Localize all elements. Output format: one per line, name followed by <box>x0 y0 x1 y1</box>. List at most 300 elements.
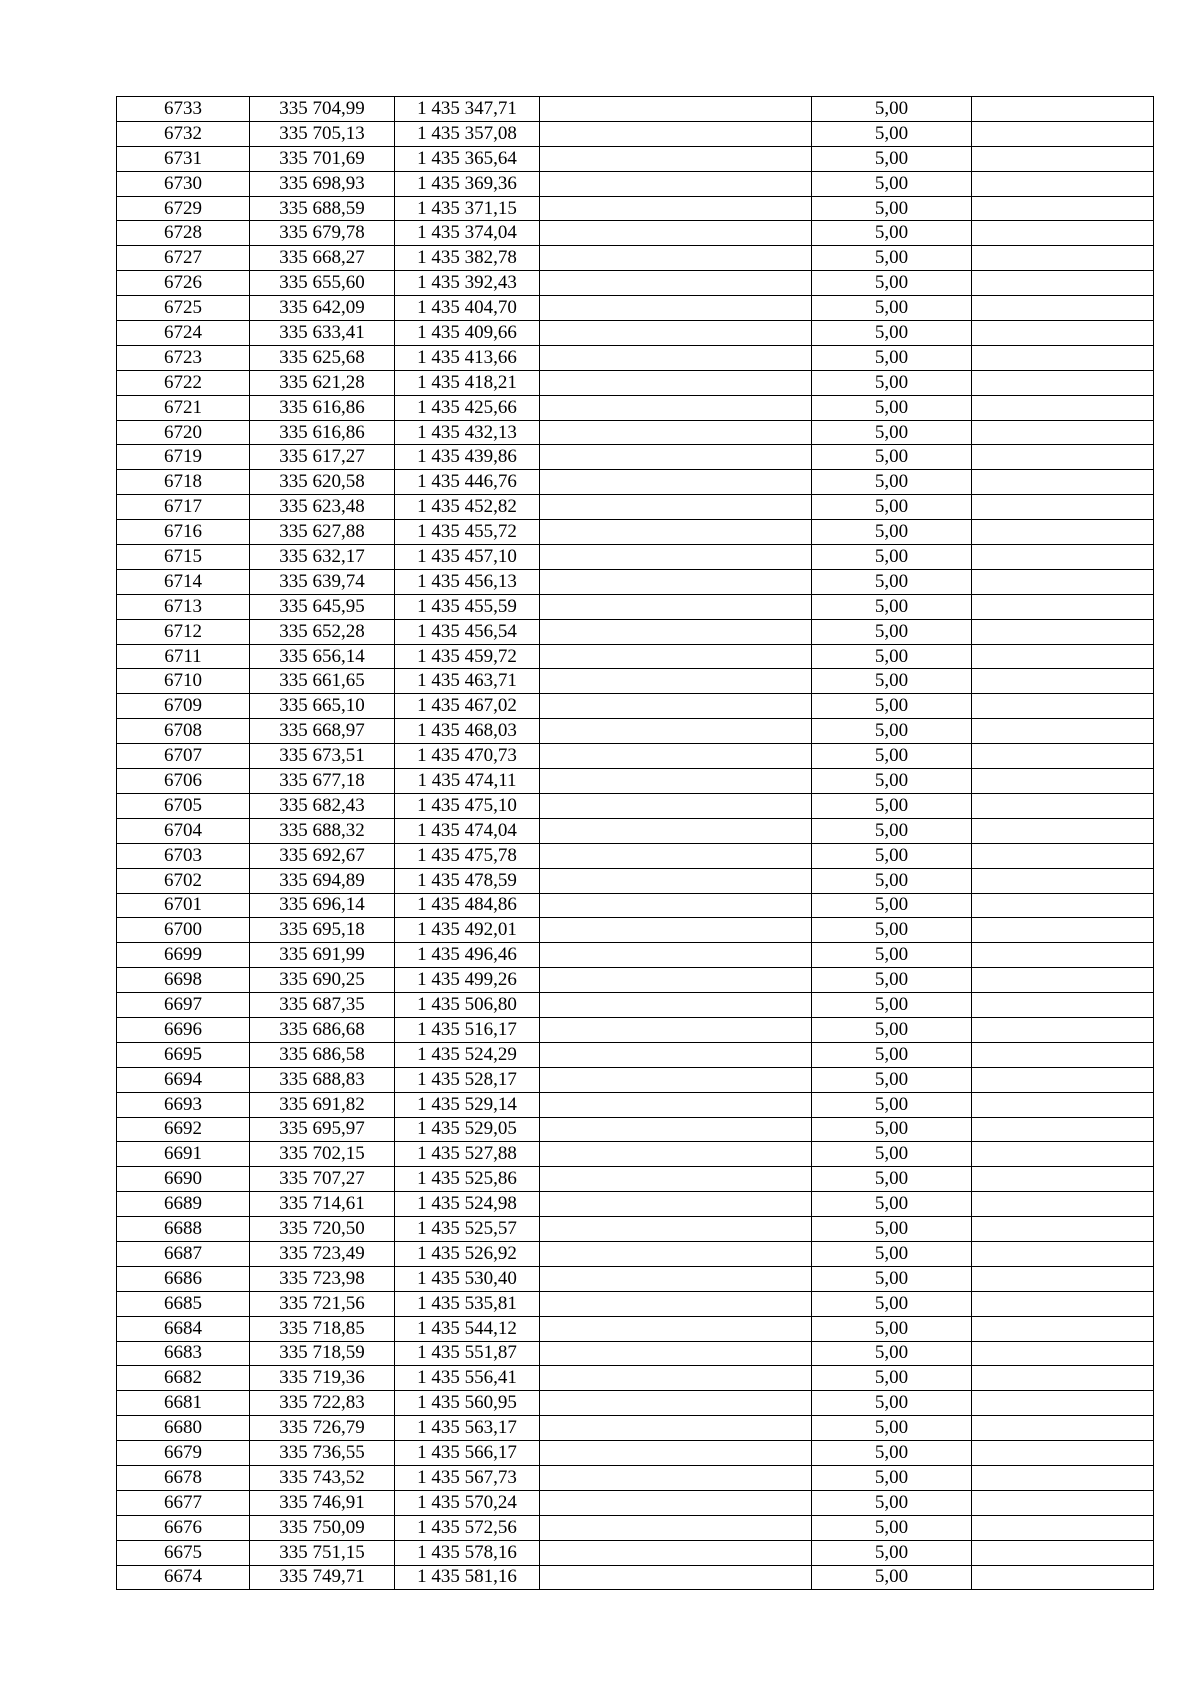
x-coordinate-cell: 335 673,51 <box>250 744 395 769</box>
empty-cell <box>972 619 1154 644</box>
y-coordinate-cell: 1 435 578,16 <box>395 1540 540 1565</box>
point-number-cell: 6688 <box>117 1217 250 1242</box>
empty-cell <box>540 968 812 993</box>
y-coordinate-cell: 1 435 470,73 <box>395 744 540 769</box>
value-cell: 5,00 <box>812 769 972 794</box>
empty-cell <box>540 221 812 246</box>
y-coordinate-cell: 1 435 357,08 <box>395 121 540 146</box>
value-cell: 5,00 <box>812 918 972 943</box>
value-cell: 5,00 <box>812 146 972 171</box>
empty-cell <box>540 719 812 744</box>
point-number-cell: 6687 <box>117 1241 250 1266</box>
y-coordinate-cell: 1 435 474,04 <box>395 818 540 843</box>
value-cell: 5,00 <box>812 1217 972 1242</box>
x-coordinate-cell: 335 652,28 <box>250 619 395 644</box>
point-number-cell: 6674 <box>117 1565 250 1590</box>
y-coordinate-cell: 1 435 560,95 <box>395 1391 540 1416</box>
empty-cell <box>972 1266 1154 1291</box>
y-coordinate-cell: 1 435 463,71 <box>395 669 540 694</box>
value-cell: 5,00 <box>812 1416 972 1441</box>
y-coordinate-cell: 1 435 566,17 <box>395 1441 540 1466</box>
x-coordinate-cell: 335 723,98 <box>250 1266 395 1291</box>
point-number-cell: 6732 <box>117 121 250 146</box>
value-cell: 5,00 <box>812 1441 972 1466</box>
empty-cell <box>972 1017 1154 1042</box>
x-coordinate-cell: 335 642,09 <box>250 296 395 321</box>
value-cell: 5,00 <box>812 594 972 619</box>
empty-cell <box>972 868 1154 893</box>
x-coordinate-cell: 335 686,58 <box>250 1042 395 1067</box>
value-cell: 5,00 <box>812 121 972 146</box>
empty-cell <box>540 943 812 968</box>
x-coordinate-cell: 335 665,10 <box>250 694 395 719</box>
point-number-cell: 6704 <box>117 818 250 843</box>
empty-cell <box>540 420 812 445</box>
empty-cell <box>972 520 1154 545</box>
empty-cell <box>972 918 1154 943</box>
table-row <box>117 1465 1154 1490</box>
table-row <box>117 744 1154 769</box>
point-number-cell: 6697 <box>117 993 250 1018</box>
value-cell: 5,00 <box>812 1067 972 1092</box>
table-row <box>117 918 1154 943</box>
point-number-cell: 6686 <box>117 1266 250 1291</box>
empty-cell <box>972 744 1154 769</box>
empty-cell <box>540 1540 812 1565</box>
x-coordinate-cell: 335 668,27 <box>250 246 395 271</box>
table-row <box>117 1441 1154 1466</box>
value-cell: 5,00 <box>812 1391 972 1416</box>
x-coordinate-cell: 335 632,17 <box>250 545 395 570</box>
value-cell: 5,00 <box>812 843 972 868</box>
table-row <box>117 1042 1154 1067</box>
value-cell: 5,00 <box>812 420 972 445</box>
empty-cell <box>972 171 1154 196</box>
empty-cell <box>972 1465 1154 1490</box>
point-number-cell: 6690 <box>117 1167 250 1192</box>
y-coordinate-cell: 1 435 457,10 <box>395 545 540 570</box>
value-cell: 5,00 <box>812 968 972 993</box>
table-row <box>117 1565 1154 1590</box>
y-coordinate-cell: 1 435 556,41 <box>395 1366 540 1391</box>
value-cell: 5,00 <box>812 495 972 520</box>
y-coordinate-cell: 1 435 459,72 <box>395 644 540 669</box>
table-row <box>117 993 1154 1018</box>
empty-cell <box>972 1217 1154 1242</box>
empty-cell <box>972 1391 1154 1416</box>
value-cell: 5,00 <box>812 619 972 644</box>
value-cell: 5,00 <box>812 171 972 196</box>
empty-cell <box>540 395 812 420</box>
y-coordinate-cell: 1 435 492,01 <box>395 918 540 943</box>
table-row <box>117 171 1154 196</box>
empty-cell <box>540 868 812 893</box>
empty-cell <box>972 1291 1154 1316</box>
value-cell: 5,00 <box>812 1117 972 1142</box>
empty-cell <box>972 719 1154 744</box>
point-number-cell: 6677 <box>117 1490 250 1515</box>
x-coordinate-cell: 335 698,93 <box>250 171 395 196</box>
y-coordinate-cell: 1 435 525,57 <box>395 1217 540 1242</box>
x-coordinate-cell: 335 695,97 <box>250 1117 395 1142</box>
empty-cell <box>540 594 812 619</box>
empty-cell <box>540 1092 812 1117</box>
y-coordinate-cell: 1 435 347,71 <box>395 97 540 122</box>
empty-cell <box>972 943 1154 968</box>
x-coordinate-cell: 335 749,71 <box>250 1565 395 1590</box>
empty-cell <box>972 644 1154 669</box>
point-number-cell: 6717 <box>117 495 250 520</box>
table-row <box>117 818 1154 843</box>
x-coordinate-cell: 335 617,27 <box>250 445 395 470</box>
value-cell: 5,00 <box>812 719 972 744</box>
table-row <box>117 1192 1154 1217</box>
y-coordinate-cell: 1 435 570,24 <box>395 1490 540 1515</box>
point-number-cell: 6693 <box>117 1092 250 1117</box>
empty-cell <box>540 818 812 843</box>
empty-cell <box>540 1465 812 1490</box>
point-number-cell: 6696 <box>117 1017 250 1042</box>
empty-cell <box>540 296 812 321</box>
x-coordinate-cell: 335 656,14 <box>250 644 395 669</box>
y-coordinate-cell: 1 435 563,17 <box>395 1416 540 1441</box>
empty-cell <box>540 1416 812 1441</box>
y-coordinate-cell: 1 435 496,46 <box>395 943 540 968</box>
y-coordinate-cell: 1 435 409,66 <box>395 321 540 346</box>
y-coordinate-cell: 1 435 418,21 <box>395 370 540 395</box>
point-number-cell: 6720 <box>117 420 250 445</box>
value-cell: 5,00 <box>812 694 972 719</box>
empty-cell <box>540 1316 812 1341</box>
table-row <box>117 495 1154 520</box>
empty-cell <box>540 1217 812 1242</box>
empty-cell <box>972 370 1154 395</box>
table-row <box>117 1540 1154 1565</box>
table-row <box>117 719 1154 744</box>
x-coordinate-cell: 335 679,78 <box>250 221 395 246</box>
y-coordinate-cell: 1 435 474,11 <box>395 769 540 794</box>
table-row <box>117 395 1154 420</box>
point-number-cell: 6724 <box>117 321 250 346</box>
x-coordinate-cell: 335 692,67 <box>250 843 395 868</box>
table-row <box>117 1092 1154 1117</box>
empty-cell <box>540 744 812 769</box>
table-row <box>117 1391 1154 1416</box>
empty-cell <box>540 370 812 395</box>
value-cell: 5,00 <box>812 569 972 594</box>
table-row <box>117 97 1154 122</box>
point-number-cell: 6683 <box>117 1341 250 1366</box>
y-coordinate-cell: 1 435 544,12 <box>395 1316 540 1341</box>
empty-cell <box>540 545 812 570</box>
y-coordinate-cell: 1 435 572,56 <box>395 1515 540 1540</box>
empty-cell <box>540 321 812 346</box>
value-cell: 5,00 <box>812 1490 972 1515</box>
x-coordinate-cell: 335 688,32 <box>250 818 395 843</box>
point-number-cell: 6680 <box>117 1416 250 1441</box>
table-row <box>117 868 1154 893</box>
table-row <box>117 370 1154 395</box>
coordinates-table <box>116 96 1154 1590</box>
point-number-cell: 6714 <box>117 569 250 594</box>
empty-cell <box>972 843 1154 868</box>
point-number-cell: 6721 <box>117 395 250 420</box>
x-coordinate-cell: 335 721,56 <box>250 1291 395 1316</box>
empty-cell <box>540 1017 812 1042</box>
value-cell: 5,00 <box>812 1092 972 1117</box>
empty-cell <box>972 1167 1154 1192</box>
value-cell: 5,00 <box>812 818 972 843</box>
table-row <box>117 296 1154 321</box>
x-coordinate-cell: 335 707,27 <box>250 1167 395 1192</box>
y-coordinate-cell: 1 435 371,15 <box>395 196 540 221</box>
value-cell: 5,00 <box>812 97 972 122</box>
table-row <box>117 1341 1154 1366</box>
y-coordinate-cell: 1 435 382,78 <box>395 246 540 271</box>
empty-cell <box>972 395 1154 420</box>
table-row <box>117 644 1154 669</box>
y-coordinate-cell: 1 435 567,73 <box>395 1465 540 1490</box>
x-coordinate-cell: 335 687,35 <box>250 993 395 1018</box>
x-coordinate-cell: 335 746,91 <box>250 1490 395 1515</box>
empty-cell <box>540 993 812 1018</box>
empty-cell <box>540 1266 812 1291</box>
empty-cell <box>540 1241 812 1266</box>
y-coordinate-cell: 1 435 468,03 <box>395 719 540 744</box>
y-coordinate-cell: 1 435 369,36 <box>395 171 540 196</box>
table-row <box>117 1490 1154 1515</box>
value-cell: 5,00 <box>812 321 972 346</box>
table-row <box>117 1266 1154 1291</box>
y-coordinate-cell: 1 435 528,17 <box>395 1067 540 1092</box>
x-coordinate-cell: 335 718,59 <box>250 1341 395 1366</box>
y-coordinate-cell: 1 435 467,02 <box>395 694 540 719</box>
value-cell: 5,00 <box>812 1515 972 1540</box>
x-coordinate-cell: 335 719,36 <box>250 1366 395 1391</box>
empty-cell <box>540 1515 812 1540</box>
y-coordinate-cell: 1 435 456,54 <box>395 619 540 644</box>
empty-cell <box>972 321 1154 346</box>
x-coordinate-cell: 335 720,50 <box>250 1217 395 1242</box>
value-cell: 5,00 <box>812 1366 972 1391</box>
y-coordinate-cell: 1 435 506,80 <box>395 993 540 1018</box>
point-number-cell: 6713 <box>117 594 250 619</box>
table-row <box>117 221 1154 246</box>
point-number-cell: 6709 <box>117 694 250 719</box>
table-row <box>117 1117 1154 1142</box>
empty-cell <box>972 1490 1154 1515</box>
point-number-cell: 6718 <box>117 470 250 495</box>
value-cell: 5,00 <box>812 868 972 893</box>
value-cell: 5,00 <box>812 470 972 495</box>
x-coordinate-cell: 335 655,60 <box>250 271 395 296</box>
x-coordinate-cell: 335 668,97 <box>250 719 395 744</box>
x-coordinate-cell: 335 702,15 <box>250 1142 395 1167</box>
table-row <box>117 1291 1154 1316</box>
empty-cell <box>972 1117 1154 1142</box>
point-number-cell: 6699 <box>117 943 250 968</box>
value-cell: 5,00 <box>812 271 972 296</box>
y-coordinate-cell: 1 435 413,66 <box>395 345 540 370</box>
x-coordinate-cell: 335 704,99 <box>250 97 395 122</box>
empty-cell <box>540 1142 812 1167</box>
empty-cell <box>540 769 812 794</box>
empty-cell <box>972 793 1154 818</box>
empty-cell <box>540 918 812 943</box>
x-coordinate-cell: 335 688,59 <box>250 196 395 221</box>
empty-cell <box>540 271 812 296</box>
y-coordinate-cell: 1 435 525,86 <box>395 1167 540 1192</box>
x-coordinate-cell: 335 690,25 <box>250 968 395 993</box>
value-cell: 5,00 <box>812 246 972 271</box>
point-number-cell: 6712 <box>117 619 250 644</box>
empty-cell <box>972 121 1154 146</box>
empty-cell <box>972 669 1154 694</box>
empty-cell <box>972 818 1154 843</box>
x-coordinate-cell: 335 701,69 <box>250 146 395 171</box>
empty-cell <box>540 470 812 495</box>
point-number-cell: 6731 <box>117 146 250 171</box>
value-cell: 5,00 <box>812 1192 972 1217</box>
empty-cell <box>540 694 812 719</box>
empty-cell <box>972 545 1154 570</box>
table-body <box>117 97 1154 1590</box>
x-coordinate-cell: 335 718,85 <box>250 1316 395 1341</box>
x-coordinate-cell: 335 616,86 <box>250 420 395 445</box>
table-row <box>117 669 1154 694</box>
empty-cell <box>972 893 1154 918</box>
point-number-cell: 6676 <box>117 1515 250 1540</box>
y-coordinate-cell: 1 435 432,13 <box>395 420 540 445</box>
point-number-cell: 6726 <box>117 271 250 296</box>
y-coordinate-cell: 1 435 581,16 <box>395 1565 540 1590</box>
table-row <box>117 1366 1154 1391</box>
table-row <box>117 1416 1154 1441</box>
table-row <box>117 769 1154 794</box>
table-row <box>117 1067 1154 1092</box>
empty-cell <box>972 1441 1154 1466</box>
empty-cell <box>540 495 812 520</box>
y-coordinate-cell: 1 435 452,82 <box>395 495 540 520</box>
empty-cell <box>972 296 1154 321</box>
point-number-cell: 6703 <box>117 843 250 868</box>
table-row <box>117 1142 1154 1167</box>
value-cell: 5,00 <box>812 1266 972 1291</box>
value-cell: 5,00 <box>812 644 972 669</box>
empty-cell <box>540 619 812 644</box>
empty-cell <box>540 569 812 594</box>
empty-cell <box>972 1515 1154 1540</box>
empty-cell <box>972 694 1154 719</box>
empty-cell <box>540 246 812 271</box>
y-coordinate-cell: 1 435 446,76 <box>395 470 540 495</box>
value-cell: 5,00 <box>812 370 972 395</box>
point-number-cell: 6727 <box>117 246 250 271</box>
point-number-cell: 6678 <box>117 1465 250 1490</box>
x-coordinate-cell: 335 682,43 <box>250 793 395 818</box>
empty-cell <box>972 221 1154 246</box>
point-number-cell: 6692 <box>117 1117 250 1142</box>
x-coordinate-cell: 335 616,86 <box>250 395 395 420</box>
value-cell: 5,00 <box>812 345 972 370</box>
y-coordinate-cell: 1 435 392,43 <box>395 271 540 296</box>
value-cell: 5,00 <box>812 744 972 769</box>
value-cell: 5,00 <box>812 1017 972 1042</box>
x-coordinate-cell: 335 627,88 <box>250 520 395 545</box>
empty-cell <box>540 171 812 196</box>
y-coordinate-cell: 1 435 530,40 <box>395 1266 540 1291</box>
y-coordinate-cell: 1 435 499,26 <box>395 968 540 993</box>
empty-cell <box>540 1366 812 1391</box>
value-cell: 5,00 <box>812 221 972 246</box>
empty-cell <box>972 495 1154 520</box>
table-row <box>117 619 1154 644</box>
y-coordinate-cell: 1 435 529,05 <box>395 1117 540 1142</box>
table-row <box>117 694 1154 719</box>
y-coordinate-cell: 1 435 439,86 <box>395 445 540 470</box>
value-cell: 5,00 <box>812 196 972 221</box>
empty-cell <box>540 1042 812 1067</box>
y-coordinate-cell: 1 435 524,98 <box>395 1192 540 1217</box>
x-coordinate-cell: 335 743,52 <box>250 1465 395 1490</box>
empty-cell <box>540 1490 812 1515</box>
y-coordinate-cell: 1 435 527,88 <box>395 1142 540 1167</box>
empty-cell <box>540 97 812 122</box>
y-coordinate-cell: 1 435 551,87 <box>395 1341 540 1366</box>
x-coordinate-cell: 335 751,15 <box>250 1540 395 1565</box>
value-cell: 5,00 <box>812 545 972 570</box>
point-number-cell: 6711 <box>117 644 250 669</box>
empty-cell <box>972 420 1154 445</box>
x-coordinate-cell: 335 620,58 <box>250 470 395 495</box>
empty-cell <box>972 445 1154 470</box>
empty-cell <box>972 196 1154 221</box>
x-coordinate-cell: 335 695,18 <box>250 918 395 943</box>
empty-cell <box>540 1341 812 1366</box>
table-row <box>117 594 1154 619</box>
empty-cell <box>540 196 812 221</box>
point-number-cell: 6730 <box>117 171 250 196</box>
table-row <box>117 1515 1154 1540</box>
y-coordinate-cell: 1 435 456,13 <box>395 569 540 594</box>
empty-cell <box>540 843 812 868</box>
value-cell: 5,00 <box>812 1565 972 1590</box>
x-coordinate-cell: 335 694,89 <box>250 868 395 893</box>
point-number-cell: 6728 <box>117 221 250 246</box>
point-number-cell: 6684 <box>117 1316 250 1341</box>
empty-cell <box>540 893 812 918</box>
x-coordinate-cell: 335 633,41 <box>250 321 395 346</box>
empty-cell <box>540 1192 812 1217</box>
value-cell: 5,00 <box>812 445 972 470</box>
table-row <box>117 520 1154 545</box>
empty-cell <box>540 1391 812 1416</box>
empty-cell <box>540 1167 812 1192</box>
empty-cell <box>540 1291 812 1316</box>
point-number-cell: 6681 <box>117 1391 250 1416</box>
empty-cell <box>972 1416 1154 1441</box>
empty-cell <box>540 644 812 669</box>
x-coordinate-cell: 335 722,83 <box>250 1391 395 1416</box>
value-cell: 5,00 <box>812 1241 972 1266</box>
empty-cell <box>972 1565 1154 1590</box>
point-number-cell: 6725 <box>117 296 250 321</box>
empty-cell <box>972 246 1154 271</box>
point-number-cell: 6679 <box>117 1441 250 1466</box>
y-coordinate-cell: 1 435 516,17 <box>395 1017 540 1042</box>
table-row <box>117 793 1154 818</box>
empty-cell <box>972 1192 1154 1217</box>
